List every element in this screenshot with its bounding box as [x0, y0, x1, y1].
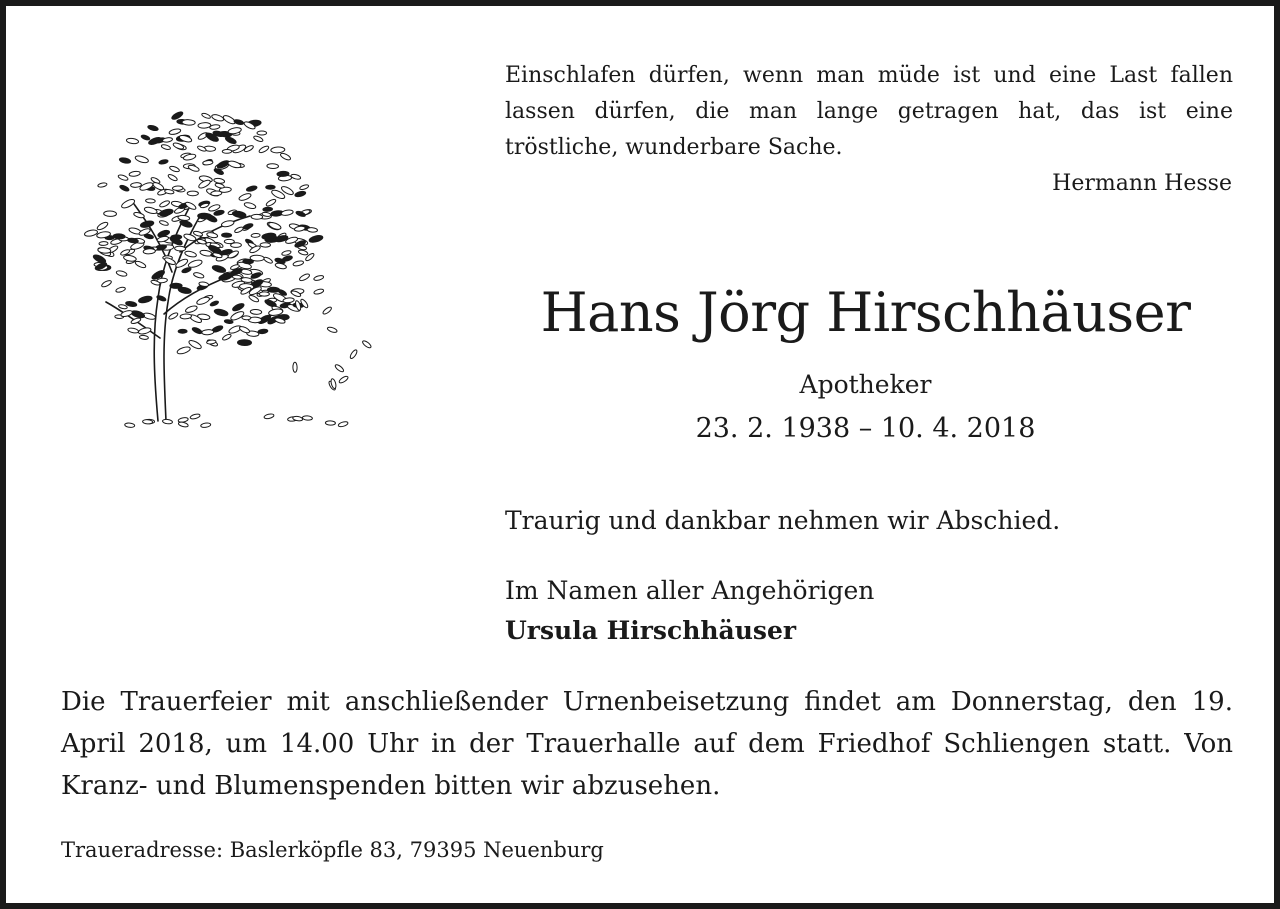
windblown-tree-icon	[54, 76, 384, 446]
quote-text: Einschlafen dürfen, wenn man müde ist und eine Last fallen lassen dürfen, die man lange getragen hat, das ist eine tröstliche, wunderbare Sache.	[505, 63, 1233, 160]
mourners-behalf: Im Namen aller Angehörigen	[505, 576, 875, 605]
deceased-name: Hans Jörg Hirschhäuser	[540, 281, 1191, 344]
quote-author: Hermann Hesse	[1052, 171, 1232, 196]
deceased-profession: Apotheker	[799, 370, 932, 399]
deceased-dates: 23. 2. 1938 – 10. 4. 2018	[695, 413, 1036, 444]
mourning-address: Traueradresse: Baslerköpfle 83, 79395 Neuenburg	[61, 838, 604, 862]
ceremony-notice: Die Trauerfeier mit anschließender Urnenbeisetzung findet am Donnerstag, den 19. April 2018, um 14.00 Uhr in der Trauerhalle auf dem Friedhof Schliengen statt. Von Kranz- und Blumenspenden bitten wir abzusehen.	[61, 687, 1233, 801]
farewell-line: Traurig und dankbar nehmen wir Abschied.	[505, 506, 1061, 535]
mourner-name: Ursula Hirschhäuser	[505, 616, 797, 645]
